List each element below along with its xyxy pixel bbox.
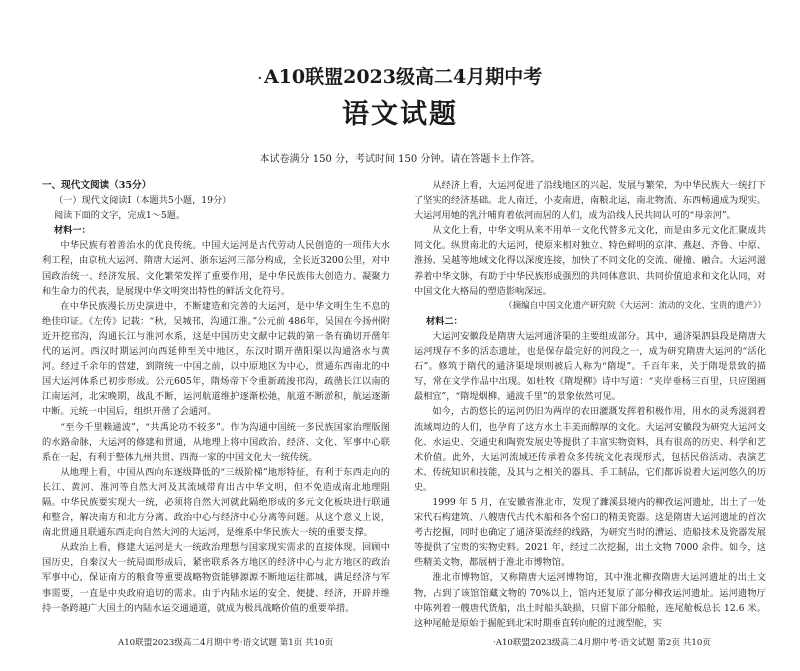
paper-title: 语文试题 [342,99,458,130]
material-two-label: 材料二： [426,315,463,327]
exam-note: 本试卷满分 150 分，考试时间 150 分钟。请在答题卡上作答。 [259,154,541,165]
footer-page-2: ·A10联盟2023级高二4月期中考·语文试题 第2页 共10页 [493,638,711,648]
left-column [42,178,390,616]
footer-page-1: A10联盟2023级高二4月期中考·语文试题 第1页 共10页 [118,638,334,648]
section-heading: 一、现代文阅读（35分） [42,180,152,191]
exam-title [0,62,800,89]
paragraph: 在中华民族漫长历史演进中，不断建造和完善的大运河，是中华文明生生不息的绝佳印证。《左传》记载：“秋，吴城邗，沟通江淮。”公元前 486年，吴国在今扬州附近开挖邗沟，沟通长江与淮河水系，这是中国历史文献中记载的第一条有确切开凿年代的运河。西汉时期运河向西延伸至关中地区，东汉时期开凿阳渠以沟通洛水与黄河。经过千余年的营建，到隋统一中国之前，以中原地区为中心，贯通东西南北的中国大运河体系已初步形成。公元605年，隋炀帝下令重新疏浚邗沟，疏凿长江以南的江南运河，北宋晚期，战乱不断，运河航道维护逐渐松弛，航道不断淤积，航运逐渐中断。元统一中国后，组织开凿了会通河。 [42,300,390,418]
paragraph: 大运河安徽段是隋唐大运河通济渠的主要组成部分。其中，通济渠泗县段是隋唐大运河现存不多的活态遗址，也是保存最完好的河段之一，成为研究隋唐大运河的“活化石”。修筑于隋代的通济渠堤坝则被后人称为“隋堤”。千百年来，关于隋堤景致的描写，常在文学作品中出现。如杜牧《隋堤柳》诗中写道：“夹岸垂杨三百里，只应图画最相宜”，“隋堤烟柳、通波千里”的景象依然可见。 [414,330,766,403]
title-dot: · [257,71,262,85]
paragraph: 淮北市博物馆，又称隋唐大运河博物馆，其中淮北柳孜隋唐大运河遗址的出土文物，占到了该馆馆藏文物的 70%以上，馆内还复原了部分柳孜运河遗址。运河遗物厅中陈列着一艘唐代货船，出土时船头缺损，只留下部分船舱，连尾舱板总长 12.6 米。这种尾舱是原始于掘舵到北宋时期垂直转向舵的过渡型舵，实 [414,572,766,629]
paragraph: 中华民族有着善治水的优良传统。中国大运河是古代劳动人民创造的一项伟大水利工程，由京杭大运河、隋唐大运河、浙东运河三部分构成，全长近3200公里，对中国政治统一、经济发展、文化繁荣发挥了重要作用，是中华民族伟大创造力、凝聚力和生命力的代表，是展现中华文明突出特性的鲜活文化符号。 [42,240,390,297]
reading-instruction: 阅读下面的文字，完成1～5题。 [54,210,186,222]
paragraph: 从政治上看，修建大运河是大一统政治理想与国家现实需求的直接体现。回顾中国历史，自秦汉大一统局面形成后，紧密联系各方地区的经济中心与北方地区的政治军事中心，保证南方的粮食等重要战略物资能够源源不断地运往都城，满足经济与军事需要，一直是中央政府追切的需求。由于内陆水运的安全、便捷、经济，开辟并维持一条跨越广大国土的内陆水运交通通道，就成为极具战略价值的重要举措。 [42,542,390,614]
source-citation: （摘编自中国文化遗产研究院《大运河：流动的文化、宝贵的遗产》） [503,300,766,311]
material-one-label: 材料一： [54,225,91,237]
paragraph: 从地理上看，中国从西向东逐级降低的“三级阶梯”地形特征，有利于东西走向的长江、黄河、淮河等自然大河及其流域带育出古中华文明，但不免造成南北地理阻隔。中华民族要实现大一统，必须将自然大河就此隔绝形成的多元文化板块进行联通和整合，解决南方和北方分离、政治中心与经济中心分离等问题。从这个意义上说，南北贯通且联通东西走向自然大河的大运河，是维系中华民族大一统的重要支撑。 [42,466,390,539]
right-column [414,178,766,631]
paragraph: 如今，古韵悠长的运河仍旧为两岸的农田灌溉发挥着积极作用，用水的灵秀滋润着流域周边的人们，也孕育了这方水土丰美而醇厚的文化。大运河安徽段为研究大运河文化、水运史、交通史和陶瓷发展史等提供了丰富实物资料，具有很高的历史、科学和艺术价值。此外，大运河流域还传承着众多传统文化表现形式，包括民俗活动、表演艺术、传统知识和技能，及其与之相关的器具、手工制品，它们都诉说着大运河悠久的历史。 [414,406,766,493]
paragraph: “至今千里赖通波”，“共禹论功不较多”。作为沟通中国统一多民族国家治理版图的水路命脉，大运河的修建和贯通，从地理上将中国政治、经济、文化、军事中心联系在一起，有利于整体九州共贯、四海一家的中国文化大一统传统。 [42,421,390,463]
paragraph: 从文化上看，中华文明从来不用单一文化代替多元文化，而是由多元文化汇聚成共同文化。纵贯南北的大运河，使原来相对独立、特色鲜明的京津、燕赵、齐鲁、中原、淮扬、吴越等地域文化得以深度连接，加快了不同文化的交流、碰撞、融合。大运河滋养着中华文脉，有助于中华民族形成强烈的共同体意识、共同价值追求和文化认同，对中国文化大格局的塑造影响深远。 [414,225,766,297]
paragraph: 从经济上看，大运河促进了沿线地区的兴起、发展与繁荣，为中华民族大一统打下了坚实的经济基础。北人南迁，小麦南进，南粮北运，南北物流、东西畅通成为现实。大运河用她的乳汁哺育着依河而居的人们，成为沿线人民共同认可的“母亲河”。 [414,180,766,222]
paragraph: 1999 年 5 月，在安徽省淮北市，发现了濉溪县境内的柳孜运河遗址，出土了一处宋代石构建筑、八艘唐代古代木船和各个窑口的精美瓷器。这是隋唐大运河遗址的首次考古挖掘，同时也确定了通济渠流经的线路，为研究当时的漕运、造船技术及瓷器发展等提供了宝贵的实物史料。2021 年，经过二次挖掘，出土文物 7000 余件。如今，这些精美文物，都展柄于淮北市博物馆。 [414,496,766,569]
subsection-heading: （一）现代文阅读Ⅰ（本题共5小题，19分） [54,195,232,207]
exam-title-text: A10联盟2023级高二4月期中考 [263,66,543,88]
